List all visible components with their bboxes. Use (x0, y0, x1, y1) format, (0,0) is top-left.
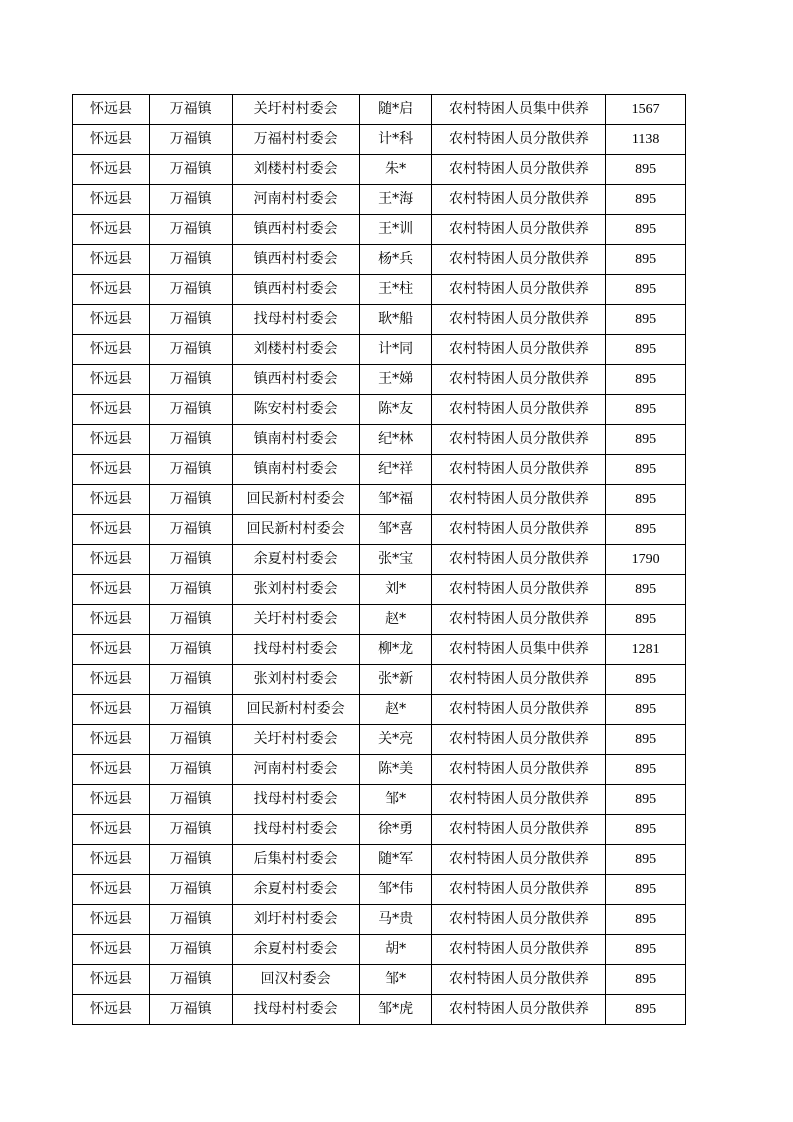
support-type-cell: 农村特困人员分散供养 (432, 695, 606, 725)
village-committee-cell: 找母村村委会 (232, 785, 359, 815)
support-type-cell: 农村特困人员分散供养 (432, 755, 606, 785)
person-name-cell: 邹*福 (359, 485, 432, 515)
town-cell: 万福镇 (149, 425, 232, 455)
amount-cell: 1281 (606, 635, 686, 665)
amount-cell: 895 (606, 305, 686, 335)
amount-cell: 895 (606, 185, 686, 215)
table-row (73, 725, 686, 755)
table-row (73, 515, 686, 545)
support-type-cell: 农村特困人员分散供养 (432, 425, 606, 455)
village-committee-cell: 刘圩村村委会 (232, 905, 359, 935)
village-committee-cell: 镇南村村委会 (232, 425, 359, 455)
person-name-cell: 胡* (359, 935, 432, 965)
person-name-cell: 随*军 (359, 845, 432, 875)
person-name-cell: 王*柱 (359, 275, 432, 305)
county-cell: 怀远县 (73, 305, 150, 335)
village-committee-cell: 张刘村村委会 (232, 575, 359, 605)
town-cell: 万福镇 (149, 305, 232, 335)
support-type-cell: 农村特困人员分散供养 (432, 125, 606, 155)
table-row (73, 425, 686, 455)
support-type-cell: 农村特困人员分散供养 (432, 335, 606, 365)
county-cell: 怀远县 (73, 605, 150, 635)
support-type-cell: 农村特困人员分散供养 (432, 935, 606, 965)
table-row (73, 905, 686, 935)
county-cell: 怀远县 (73, 215, 150, 245)
county-cell: 怀远县 (73, 935, 150, 965)
village-committee-cell: 万福村村委会 (232, 125, 359, 155)
person-name-cell: 随*启 (359, 95, 432, 125)
support-type-cell: 农村特困人员分散供养 (432, 185, 606, 215)
village-committee-cell: 余夏村村委会 (232, 875, 359, 905)
town-cell: 万福镇 (149, 845, 232, 875)
person-name-cell: 赵* (359, 695, 432, 725)
support-type-cell: 农村特困人员分散供养 (432, 725, 606, 755)
town-cell: 万福镇 (149, 635, 232, 665)
support-type-cell: 农村特困人员分散供养 (432, 545, 606, 575)
amount-cell: 1138 (606, 125, 686, 155)
support-type-cell: 农村特困人员分散供养 (432, 305, 606, 335)
town-cell: 万福镇 (149, 545, 232, 575)
table-row (73, 995, 686, 1025)
table-row (73, 305, 686, 335)
table-row (73, 845, 686, 875)
support-type-cell: 农村特困人员分散供养 (432, 815, 606, 845)
table-row (73, 935, 686, 965)
person-name-cell: 陈*友 (359, 395, 432, 425)
support-type-cell: 农村特困人员分散供养 (432, 155, 606, 185)
support-type-cell: 农村特困人员分散供养 (432, 845, 606, 875)
person-name-cell: 杨*兵 (359, 245, 432, 275)
town-cell: 万福镇 (149, 695, 232, 725)
county-cell: 怀远县 (73, 545, 150, 575)
town-cell: 万福镇 (149, 785, 232, 815)
village-committee-cell: 河南村村委会 (232, 755, 359, 785)
person-name-cell: 徐*勇 (359, 815, 432, 845)
county-cell: 怀远县 (73, 335, 150, 365)
town-cell: 万福镇 (149, 245, 232, 275)
amount-cell: 895 (606, 155, 686, 185)
table-row (73, 875, 686, 905)
town-cell: 万福镇 (149, 755, 232, 785)
person-name-cell: 马*贵 (359, 905, 432, 935)
town-cell: 万福镇 (149, 125, 232, 155)
town-cell: 万福镇 (149, 95, 232, 125)
county-cell: 怀远县 (73, 185, 150, 215)
table-row (73, 815, 686, 845)
amount-cell: 895 (606, 875, 686, 905)
amount-cell: 895 (606, 275, 686, 305)
amount-cell: 1790 (606, 545, 686, 575)
county-cell: 怀远县 (73, 965, 150, 995)
table-row (73, 455, 686, 485)
table-row (73, 365, 686, 395)
support-type-cell: 农村特困人员分散供养 (432, 665, 606, 695)
table-row (73, 575, 686, 605)
support-type-cell: 农村特困人员分散供养 (432, 905, 606, 935)
county-cell: 怀远县 (73, 125, 150, 155)
town-cell: 万福镇 (149, 665, 232, 695)
person-name-cell: 关*亮 (359, 725, 432, 755)
county-cell: 怀远县 (73, 515, 150, 545)
county-cell: 怀远县 (73, 875, 150, 905)
town-cell: 万福镇 (149, 995, 232, 1025)
person-name-cell: 计*同 (359, 335, 432, 365)
county-cell: 怀远县 (73, 455, 150, 485)
county-cell: 怀远县 (73, 635, 150, 665)
county-cell: 怀远县 (73, 485, 150, 515)
village-committee-cell: 镇南村村委会 (232, 455, 359, 485)
support-type-cell: 农村特困人员分散供养 (432, 875, 606, 905)
table-row (73, 185, 686, 215)
county-cell: 怀远县 (73, 155, 150, 185)
support-type-cell: 农村特困人员集中供养 (432, 635, 606, 665)
amount-cell: 895 (606, 335, 686, 365)
county-cell: 怀远县 (73, 785, 150, 815)
person-name-cell: 王*娣 (359, 365, 432, 395)
town-cell: 万福镇 (149, 575, 232, 605)
county-cell: 怀远县 (73, 395, 150, 425)
amount-cell: 895 (606, 515, 686, 545)
village-committee-cell: 镇西村村委会 (232, 245, 359, 275)
table-row (73, 605, 686, 635)
village-committee-cell: 找母村村委会 (232, 305, 359, 335)
support-type-cell: 农村特困人员分散供养 (432, 365, 606, 395)
table-row (73, 695, 686, 725)
county-cell: 怀远县 (73, 725, 150, 755)
amount-cell: 895 (606, 815, 686, 845)
person-name-cell: 王*海 (359, 185, 432, 215)
person-name-cell: 张*宝 (359, 545, 432, 575)
town-cell: 万福镇 (149, 935, 232, 965)
town-cell: 万福镇 (149, 875, 232, 905)
amount-cell: 895 (606, 995, 686, 1025)
table-row (73, 635, 686, 665)
town-cell: 万福镇 (149, 365, 232, 395)
county-cell: 怀远县 (73, 95, 150, 125)
support-type-cell: 农村特困人员分散供养 (432, 605, 606, 635)
village-committee-cell: 后集村村委会 (232, 845, 359, 875)
support-type-cell: 农村特困人员分散供养 (432, 215, 606, 245)
village-committee-cell: 回民新村村委会 (232, 695, 359, 725)
town-cell: 万福镇 (149, 725, 232, 755)
county-cell: 怀远县 (73, 575, 150, 605)
support-type-cell: 农村特困人员分散供养 (432, 575, 606, 605)
person-name-cell: 刘* (359, 575, 432, 605)
table-row (73, 215, 686, 245)
amount-cell: 895 (606, 455, 686, 485)
amount-cell: 895 (606, 395, 686, 425)
village-committee-cell: 刘楼村村委会 (232, 155, 359, 185)
village-committee-cell: 镇西村村委会 (232, 275, 359, 305)
town-cell: 万福镇 (149, 215, 232, 245)
table-body (73, 95, 686, 1025)
support-type-cell: 农村特困人员分散供养 (432, 965, 606, 995)
amount-cell: 895 (606, 485, 686, 515)
table-row (73, 755, 686, 785)
amount-cell: 895 (606, 845, 686, 875)
amount-cell: 895 (606, 905, 686, 935)
support-type-cell: 农村特困人员分散供养 (432, 455, 606, 485)
town-cell: 万福镇 (149, 335, 232, 365)
person-name-cell: 王*训 (359, 215, 432, 245)
support-type-cell: 农村特困人员分散供养 (432, 395, 606, 425)
table-row (73, 545, 686, 575)
amount-cell: 895 (606, 935, 686, 965)
person-name-cell: 朱* (359, 155, 432, 185)
support-type-cell: 农村特困人员集中供养 (432, 95, 606, 125)
village-committee-cell: 关圩村村委会 (232, 605, 359, 635)
village-committee-cell: 回民新村村委会 (232, 485, 359, 515)
village-committee-cell: 关圩村村委会 (232, 725, 359, 755)
amount-cell: 895 (606, 785, 686, 815)
village-committee-cell: 陈安村村委会 (232, 395, 359, 425)
village-committee-cell: 回汉村委会 (232, 965, 359, 995)
person-name-cell: 邹*喜 (359, 515, 432, 545)
person-name-cell: 张*新 (359, 665, 432, 695)
village-committee-cell: 镇西村村委会 (232, 215, 359, 245)
person-name-cell: 邹* (359, 965, 432, 995)
town-cell: 万福镇 (149, 155, 232, 185)
table-row (73, 965, 686, 995)
table-row (73, 665, 686, 695)
table-row (73, 245, 686, 275)
amount-cell: 895 (606, 215, 686, 245)
village-committee-cell: 余夏村村委会 (232, 935, 359, 965)
town-cell: 万福镇 (149, 965, 232, 995)
county-cell: 怀远县 (73, 905, 150, 935)
table-row (73, 335, 686, 365)
county-cell: 怀远县 (73, 275, 150, 305)
village-committee-cell: 找母村村委会 (232, 635, 359, 665)
town-cell: 万福镇 (149, 395, 232, 425)
town-cell: 万福镇 (149, 185, 232, 215)
amount-cell: 895 (606, 755, 686, 785)
table-row (73, 125, 686, 155)
county-cell: 怀远县 (73, 365, 150, 395)
county-cell: 怀远县 (73, 425, 150, 455)
village-committee-cell: 余夏村村委会 (232, 545, 359, 575)
person-name-cell: 计*科 (359, 125, 432, 155)
village-committee-cell: 张刘村村委会 (232, 665, 359, 695)
amount-cell: 895 (606, 965, 686, 995)
town-cell: 万福镇 (149, 275, 232, 305)
table-row (73, 485, 686, 515)
county-cell: 怀远县 (73, 695, 150, 725)
support-type-cell: 农村特困人员分散供养 (432, 275, 606, 305)
village-committee-cell: 镇西村村委会 (232, 365, 359, 395)
person-name-cell: 耿*船 (359, 305, 432, 335)
amount-cell: 895 (606, 725, 686, 755)
town-cell: 万福镇 (149, 455, 232, 485)
table-row (73, 155, 686, 185)
town-cell: 万福镇 (149, 905, 232, 935)
person-name-cell: 陈*美 (359, 755, 432, 785)
support-type-cell: 农村特困人员分散供养 (432, 995, 606, 1025)
county-cell: 怀远县 (73, 995, 150, 1025)
person-name-cell: 邹*伟 (359, 875, 432, 905)
person-name-cell: 纪*祥 (359, 455, 432, 485)
town-cell: 万福镇 (149, 515, 232, 545)
table-row (73, 395, 686, 425)
amount-cell: 895 (606, 575, 686, 605)
amount-cell: 895 (606, 695, 686, 725)
village-committee-cell: 刘楼村村委会 (232, 335, 359, 365)
county-cell: 怀远县 (73, 845, 150, 875)
person-name-cell: 柳*龙 (359, 635, 432, 665)
person-name-cell: 邹*虎 (359, 995, 432, 1025)
amount-cell: 895 (606, 425, 686, 455)
support-type-cell: 农村特困人员分散供养 (432, 515, 606, 545)
county-cell: 怀远县 (73, 755, 150, 785)
village-committee-cell: 关圩村村委会 (232, 95, 359, 125)
village-committee-cell: 找母村村委会 (232, 815, 359, 845)
county-cell: 怀远县 (73, 245, 150, 275)
village-committee-cell: 回民新村村委会 (232, 515, 359, 545)
town-cell: 万福镇 (149, 815, 232, 845)
table-row (73, 95, 686, 125)
support-type-cell: 农村特困人员分散供养 (432, 485, 606, 515)
village-committee-cell: 河南村村委会 (232, 185, 359, 215)
support-type-cell: 农村特困人员分散供养 (432, 785, 606, 815)
county-cell: 怀远县 (73, 665, 150, 695)
person-name-cell: 纪*林 (359, 425, 432, 455)
town-cell: 万福镇 (149, 485, 232, 515)
table-row (73, 275, 686, 305)
amount-cell: 1567 (606, 95, 686, 125)
person-name-cell: 赵* (359, 605, 432, 635)
amount-cell: 895 (606, 665, 686, 695)
town-cell: 万福镇 (149, 605, 232, 635)
amount-cell: 895 (606, 605, 686, 635)
table-row (73, 785, 686, 815)
village-committee-cell: 找母村村委会 (232, 995, 359, 1025)
amount-cell: 895 (606, 245, 686, 275)
support-type-cell: 农村特困人员分散供养 (432, 245, 606, 275)
county-cell: 怀远县 (73, 815, 150, 845)
person-name-cell: 邹* (359, 785, 432, 815)
relief-recipients-table (72, 94, 686, 1025)
amount-cell: 895 (606, 365, 686, 395)
